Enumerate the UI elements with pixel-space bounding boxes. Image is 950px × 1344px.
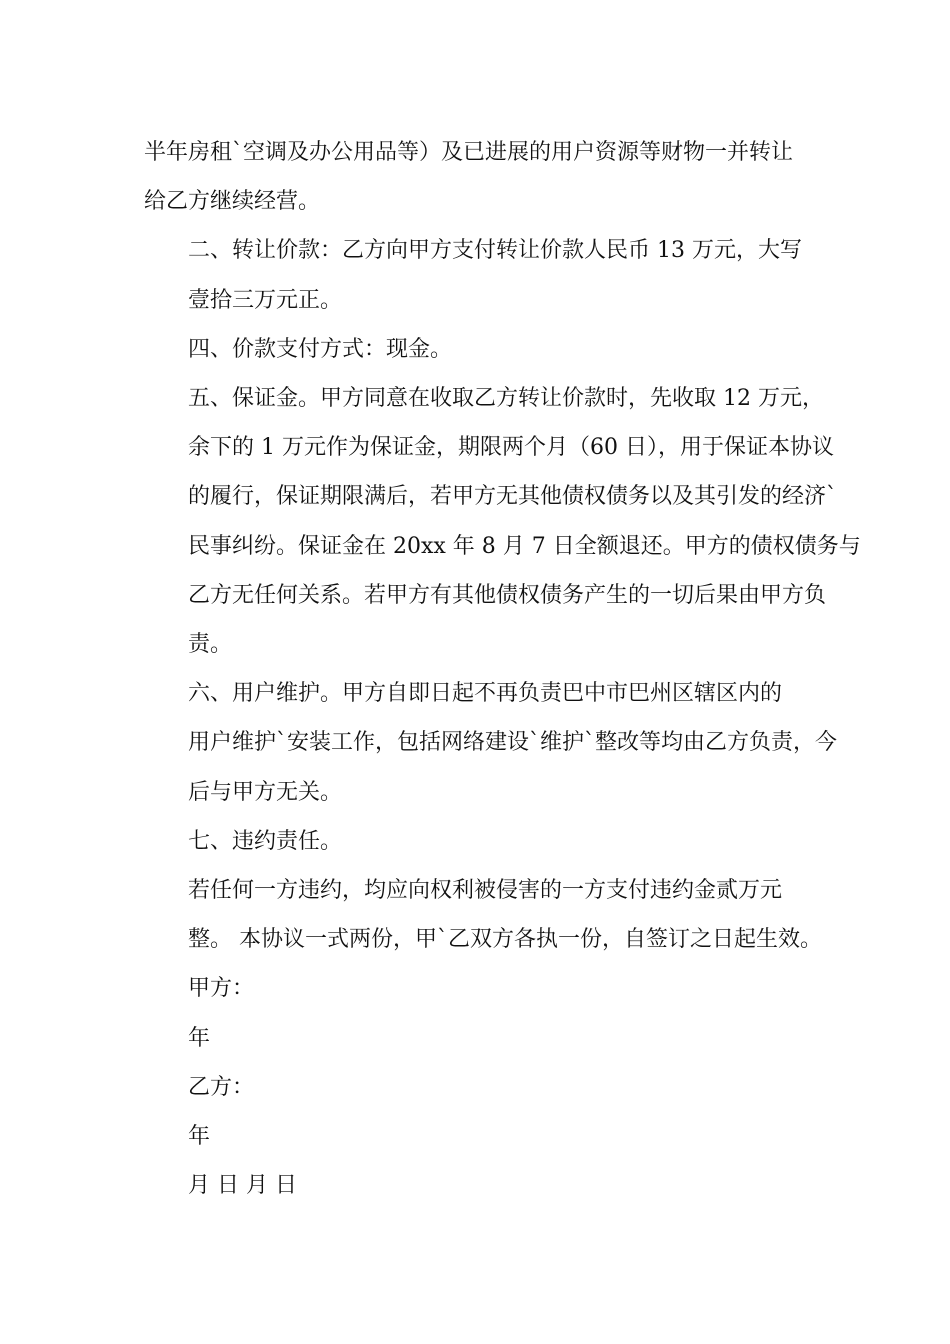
document-line: 半年房租`空调及办公用品等）及已进展的用户资源等财物一并转让	[144, 140, 794, 165]
document-line: 七、违约责任。	[188, 828, 343, 854]
document-line: 月 日 月 日	[188, 1173, 297, 1199]
document-line: 二、转让价款：乙方向甲方支付转让价款人民币 13 万元，大写	[188, 238, 802, 264]
document-paragraph	[144, 866, 822, 964]
document-body	[144, 128, 861, 1210]
document-line: 壹拾三万元正。	[188, 287, 343, 313]
document-line: 给乙方继续经营。	[144, 189, 321, 215]
document-paragraph	[144, 1161, 814, 1210]
document-paragraph	[144, 1063, 814, 1112]
document-line: 用户维护`安装工作，包括网络建设`维护`整改等均由乙方负责，今	[188, 730, 838, 756]
document-paragraph	[144, 817, 814, 866]
document-line: 四、价款支付方式：现金。	[188, 336, 453, 362]
document-line: 六、用户维护。甲方自即日起不再负责巴中市巴州区辖区内的	[188, 681, 783, 707]
document-paragraph	[144, 1014, 814, 1063]
document-paragraph	[144, 128, 814, 226]
document-line: 乙方：	[188, 1074, 255, 1100]
document-line: 余下的 1 万元作为保证金，期限两个月（60 日），用于保证本协议	[188, 435, 834, 461]
document-line: 的履行，保证期限满后，若甲方无其他债权债务以及其引发的经济`	[188, 484, 838, 510]
document-line: 整。 本协议一式两份，甲`乙双方各执一份，自签订之日起生效。	[188, 927, 822, 953]
document-line: 年	[188, 1025, 211, 1051]
document-paragraph	[144, 669, 838, 817]
document-line: 若任何一方违约，均应向权利被侵害的一方支付违约金贰万元	[188, 878, 783, 904]
document-line: 年	[188, 1124, 211, 1150]
document-line: 民事纠纷。保证金在 20xx 年 8 月 7 日全额退还。甲方的债权债务与	[188, 533, 861, 559]
document-line: 五、保证金。甲方同意在收取乙方转让价款时，先收取 12 万元，	[188, 386, 824, 412]
document-line: 责。	[188, 632, 233, 658]
document-line: 后与甲方无关。	[188, 779, 343, 805]
document-paragraph	[144, 1112, 814, 1161]
document-line: 甲方：	[188, 976, 255, 1002]
document-line: 乙方无任何关系。若甲方有其他债权债务产生的一切后果由甲方负	[188, 582, 827, 608]
document-paragraph	[144, 374, 861, 669]
document-paragraph	[144, 226, 814, 324]
document-paragraph	[144, 964, 814, 1013]
document-paragraph	[144, 325, 814, 374]
